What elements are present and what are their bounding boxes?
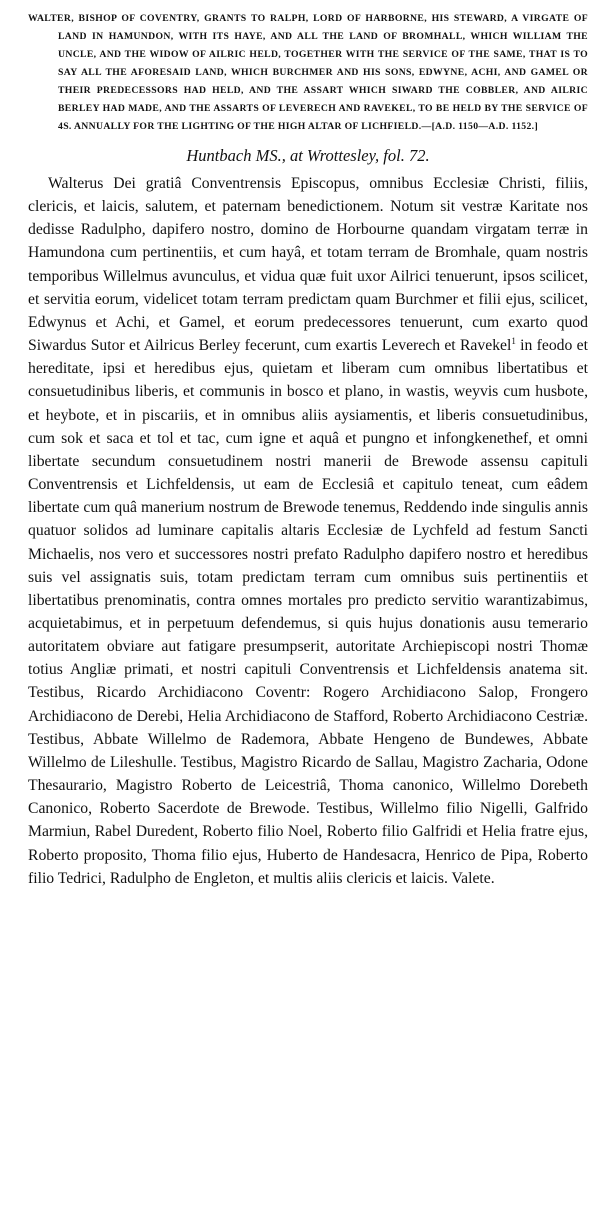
- charter-text: [28, 172, 588, 890]
- charter-text-part-2: in feodo et hereditate, ipsi et heredibus ejus, quietam et liberam cum omnibus libertatibus et consuetudinibus liberis, et communis in bosco et plano, in wastis, weyvis cum husbote, et heybote, et in piscariis, et in omnibus aliis aysiamentis, et liberis consuetudinibus, cum sok et saca et tol et tac, cum igne et aquâ et pungno et infongkenethef, et omni libertate secundum consuetudinem nostri manerii de Brewode assensu capituli Conventrensis et Lichfeldensis, ut eam de Ecclesiâ et capitulo teneat, cum eâdem libertate cum quâ manerium nostrum de Brewode tenemus, Reddendo inde singulis annis quatuor solidos ad luminare capitalis altaris Ecclesiæ de Lychfeld ad festum Sancti Michaelis, nos vero et successores nostri prefato Radulpho dapifero nostro et heredibus suis vel assignatis suis, totam predictam terram cum omnibus suis pertinentiis et libertatibus prenominatis, contra omnes mortales pro predicto servitio warantizabimus, acquietabimus, et in perpetuum defendemus, si quis hujus donationis ausu temerario autoritatem obviare aut fatigare presumpserit, autoritate Archiepiscopi nostri Thomæ totius Angliæ primati, et nostri capituli Conventrensis et Lichfeldensis anatema sit. Testibus, Ricardo Archidiacono Coventr: Rogero Archidiacono Salop, Frongero Archidiacono de Derebi, Helia Archidiacono de Stafford, Roberto Archidiacono Cestriæ. Testibus, Abbate Willelmo de Rademora, Abbate Hengeno de Bundewes, Abbate Willelmo de Lileshulle. Testibus, Magistro Ricardo de Sallau, Magistro Zacharia, Odone Thesaurario, Magistro Roberto de Leicestriâ, Thoma canonico, Willelmo Dorebeth Canonico, Roberto Sacerdote de Brewode. Testibus, Willelmo filio Nigelli, Galfrido Marmiun, Rabel Duredent, Roberto filio Noel, Roberto filio Galfridi et Helia fratre ejus, Roberto proposito, Thoma filio ejus, Huberto de Handesacra, Henrico de Pipa, Roberto filio Tedrici, Radulpho de Engleton, et multis aliis clericis et laicis. Valete.: [28, 337, 588, 887]
- footnote-mark: 1: [511, 335, 516, 346]
- charter-summary: WALTER, BISHOP OF COVENTRY, GRANTS TO RALPH, LORD OF HARBORNE, HIS STEWARD, A VIRGATE OF LAND IN HAMUNDON, WITH ITS HAYE, AND ALL THE LAND OF BROMHALL, WHICH WILLIAM THE UNCLE, AND THE WIDOW OF AILRIC HELD, TOGETHER WITH THE SERVICE OF THE SAME, THAT IS TO SAY ALL THE AFORESAID LAND, WHICH BURCHMER AND HIS SONS, EDWYNE, ACHI, AND GAMEL OR THEIR PREDECESSORS HAD HELD, AND THE ASSART WHICH SIWARD THE COBBLER, AND AILRIC BERLEY HAD MADE, AND THE ASSARTS OF LEVERECH AND RAVEKEL, TO BE HELD BY THE SERVICE OF 4S. ANNUALLY FOR THE LIGHTING OF THE HIGH ALTAR OF LICHFIELD.—[A.D. 1150—A.D. 1152.]: [28, 13, 588, 132]
- charter-text-part-1: Walterus Dei gratiâ Conventrensis Episcopus, omnibus Ecclesiæ Christi, filiis, clericis, et laicis, salutem, et paternam benedictionem. Notum sit vestræ Karitate nos dedisse Radulpho, dapifero nostro, domino de Horbourne quandam virgatam terræ in Hamundona cum pertinentiis, et cum hayâ, et totam terram de Bromhale, quam nostris temporibus Willelmus avunculus, et vidua quæ fuit uxor Ailrici tenuerunt, ipsos scilicet, et servitia eorum, videlicet totam terram predictam quam Burchmer et filii ejus, scilicet, Edwynus et Achi, et Gamel, et eorum predecessores tenuerunt, cum exarto quod Siwardus Sutor et Ailricus Berley fecerunt, cum exartis Leverech et Ravekel: [28, 175, 588, 355]
- source-heading: Huntbach MS., at Wrottesley, fol. 72.: [186, 146, 430, 165]
